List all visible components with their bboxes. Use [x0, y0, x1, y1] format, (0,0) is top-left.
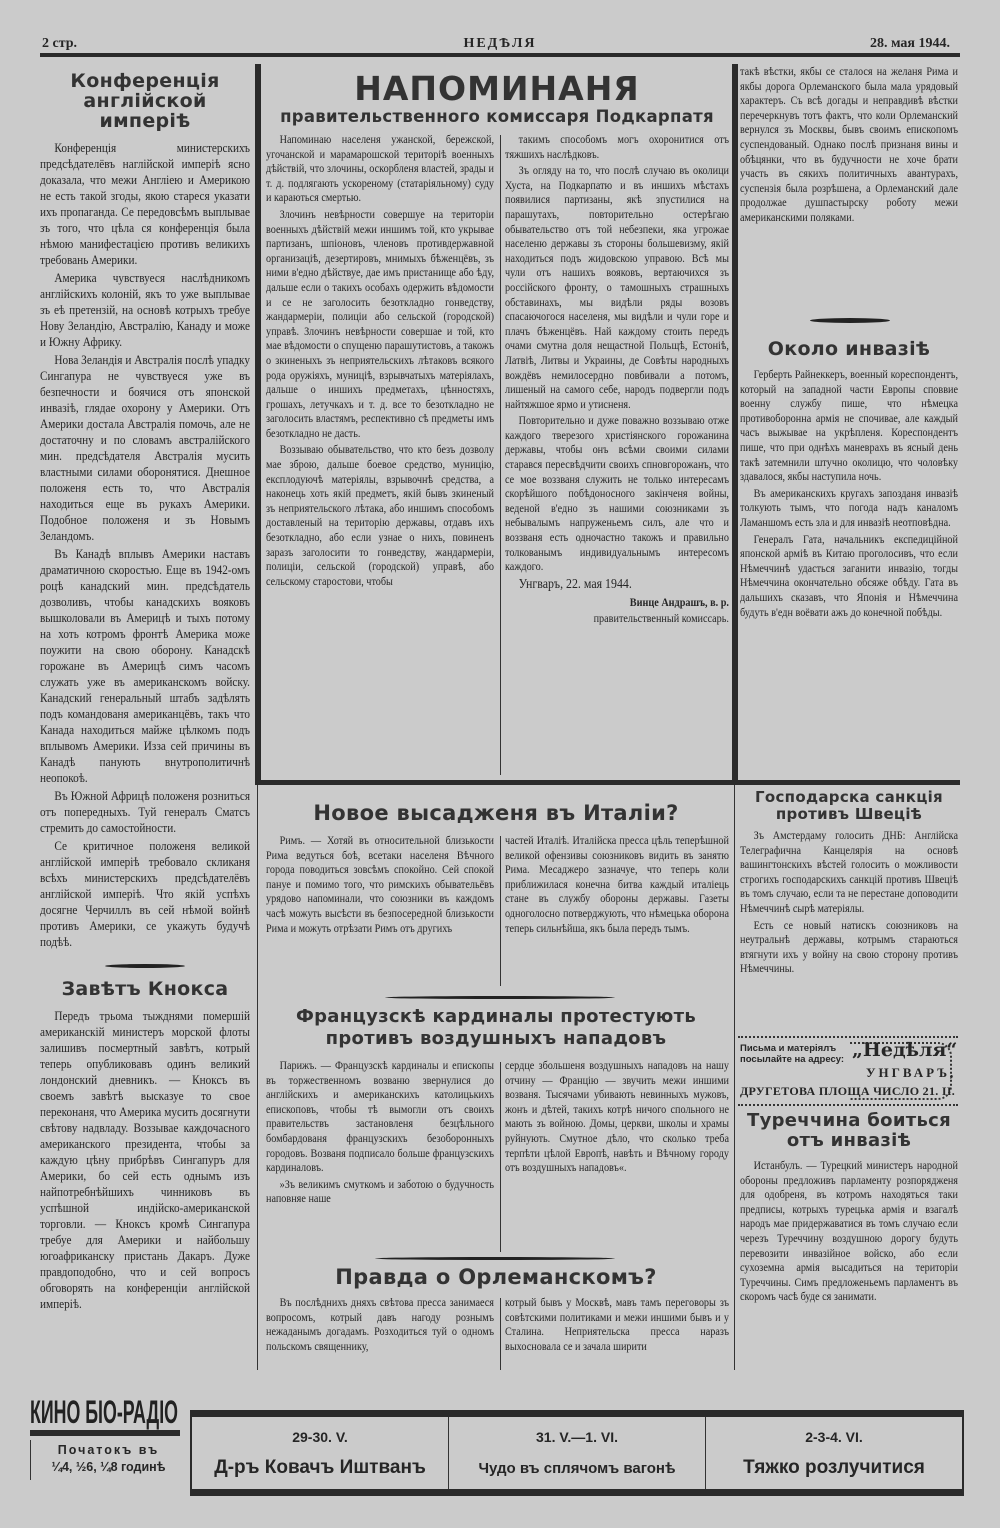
show-cell — [448, 1417, 705, 1489]
article-body — [740, 828, 958, 978]
article-title-line1: Господарска санкція — [755, 788, 943, 806]
show-date: 31. V.—1. VI. — [536, 1429, 618, 1445]
show-film: Тяжко розлучитися — [743, 1457, 925, 1478]
show-cell — [192, 1417, 448, 1489]
box-border-left — [255, 64, 261, 782]
paragraph: Передъ трьома тыжднями помершій американскій министеръ морской флоты залишивъ посмертный завѣтъ, котрый теперь опубликовавъ одинъ великий лондонский дневникъ. — Кноксъ въ своемъ завѣтѣ высказуе то свое переконаня, что Америка мусить досягнути свѣтову надвладу. Воззывае каждочасного американского президента, чтобы за каждую цѣну прибрѣвъ Сингапуръ для Америки, бо сей есть однымъ изъ найпотребнѣйшихъ чинниковъ въ успѣшной индійско-американской торговли. — Кноксъ кромѣ Сингапура требуе для Америки и найбольшу югоафриканску пристань Дакаръ. Дуже правдоподобно, что и сей вопросъ обговорять на конференціи англійской имперіѣ. — [40, 1008, 250, 1311]
page-number: 2 стр. — [42, 36, 78, 51]
paragraph: Се критичное положеня великой англійской имперіѣ требовало скликаня всѣхъ министерскихъ предсѣдателёвъ англійской имперіѣ. Что якій успѣхъ досягне Черчиллъ въ сей нѣмой войнѣ противъ Америки, се укажуть будучѣ подѣѣ. — [40, 838, 250, 949]
show-date: 2-3-4. VI. — [805, 1429, 863, 1445]
paragraph: Воззываю обывательство, что кто безъ дозволу мае зброю, дальше боевое средство, муницію, експлодуючѣ матеріялы, взрывочнѣ средства, а наконець хоть якій предметъ, якій бывъ зкиненый зъ неприятельского лѣтака, або иншимъ способомъ доставленый на територію державы, отдавъ ихъ безоткладно, або если узнае о нихъ, повиненъ заразъ заголосити то гонведству, жандармеріи, полиціи, сельской (городской) управѣ, або сельскому старостови, чтобы — [266, 442, 494, 588]
paragraph: Истанбулъ. — Турецкий министеръ народной обороны предложивъ парламенту розпорядженя для одобреня, въ котромъ находяться таки предписы, котрыхъ турецька армія и взагалѣ народъ мае придержаватися въ томъ случаю если черезъ Туреччину воздушною дорогу будуть перевозити инвазійное войско, або если сухоземна армія высадиться на територіи Туреччины. Симъ предложеньемъ парламентъ въ скоромъ часѣ буде ся занимати. — [740, 1158, 958, 1304]
cinema-start-times — [30, 1440, 186, 1480]
box-border-right — [732, 64, 738, 782]
section-border-right — [734, 785, 735, 1370]
start-times: ¼4, ½6, ¼8 годинѣ — [51, 1460, 166, 1474]
article-body — [40, 1008, 250, 1314]
paragraph: сердце збольшеня воздушныхъ нападовъ на нашу отчину — Францію — звучить межи иншими возваня. Тысячами убивають невинныхъ мужовъ, жонъ и дѣтей, такихъ котрѣ ничого спольного не мають зъ войною. Домы, церкви, школы и храмы руйнують. Смутное дѣло, что сколько треба терпѣти цѣлой Европѣ, навѣть и Вѣчному городу отъ воздушныхъ нападовъ«. — [505, 1058, 729, 1175]
article-title: Конференція англійской имперіѣ — [70, 70, 220, 132]
article-body — [266, 132, 494, 590]
show-film: Д-ръ Ковачъ Иштванъ — [214, 1457, 426, 1478]
article-title: Новое высадженя въ Италіи? — [313, 801, 679, 825]
ad-text — [740, 1043, 848, 1065]
article-body — [40, 140, 250, 952]
paragraph: Зъ огляду на то, что послѣ случаю въ околици Хуста, на Подкарпатю и въ иншихъ мѣстахъ появилися партизаны, якѣ зпустилися на парашутахъ, повторительно остерѣгаю обывательство отъ той небезпеки, яка угрожае населеню державы зъ стороны большевизму, якій находиться подъ жидовскою управою. Всѣ мы чули отъ нашихъ вояковъ, вертаючихся зъ россійского фронту, о тамошныхъ страшныхъ обставинахъ, мы видѣли ряды возовъ спасаючогося населеня, мы видѣли и чули горе и плачъ бѣженцёвъ. Най каждому стоить передъ очами смутна доля нещастной Польщѣ, Естоніѣ, Латвіѣ, Литвы и Украины, де Совѣты народныхъ вождёвъ немилосердно повбивали а потомъ, лишеный на самого себе, народъ подвергли подъ найтяжшое ярмо и утисненя. — [505, 163, 729, 411]
paragraph: такѣ вѣстки, якбы се сталося на желаня Рима и якбы дорога Орлеманского была мала урядовый характеръ. Съ всѣ догады и неправдивѣ вѣстки перечеркнувъ тотъ фактъ, что коли Орлеманский вернулся зъ Москвы, бывъ своимъ епископомъ суспендованый. Однако послѣ признаня вины и обѣцянки, что въ будучности не хоче брати участь въ сякихъ политичныхъ авантурахъ, суспензія была розрѣшена, а Орлеманский дале продолжае душпастырску роботу межи американскими поляками. — [740, 64, 958, 224]
article-title-line2: противъ воздушныхъ нападовъ — [325, 1028, 667, 1049]
article-title-line1: Туреччина боиться — [747, 1110, 951, 1131]
article-title: Правда о Орлеманскомъ? — [335, 1265, 657, 1289]
article-body — [505, 833, 729, 937]
divider — [810, 318, 890, 323]
ad-street: ДРУГЕТОВА ПЛОЩА ЧИСЛО 21. II. — [740, 1084, 956, 1098]
divider — [375, 1257, 615, 1260]
article-title: Около инвазіѣ — [767, 338, 931, 360]
article-body — [266, 833, 494, 937]
show-cell — [705, 1417, 962, 1489]
divider — [385, 996, 615, 999]
paragraph: Конференція министерскихъ предсѣдателёвъ наглійской имперіѣ ясно доказала, что межи Англіею и Америкою не есть такой згоды, якою стареся указати ихъ пропаганда. Се передовсѣмъ выплывае зъ того, что цѣла ся конференція была нѣмою манифестацією противъ великихъ требовань Америки. — [40, 140, 250, 267]
cinema-schedule — [190, 1410, 964, 1496]
column-rule — [500, 836, 501, 986]
paragraph: такимъ способомъ могъ охоронитися отъ тяжшихъ наслѣдковъ. — [505, 132, 729, 161]
paragraph: Повторительно и дуже поважно воззываю отже каждого тверезого христіянского горожанина державы, чтобы онъ всѣми своими силами старався пересвѣдчити своихъ спновгорожанъ, что се мое воззваня служить не только интересамъ скорѣйшого побѣдоносного закінченя войны, веденой в'едно зъ нашими союзниками зъ небывалымъ напруженьемъ силъ, але что и воззваня есть одночастно такожъ и правильно толкованымъ индивидуальнымъ интересомъ каждого. — [505, 413, 729, 574]
paragraph: »Зъ великимъ смуткомъ и заботою о будучность наповняе наше — [266, 1176, 494, 1206]
left-column — [40, 72, 250, 1314]
start-label: Початокъ въ — [57, 1443, 160, 1457]
signature: Винце Андрашъ, в. р. — [629, 594, 729, 609]
column-rule — [500, 1298, 501, 1370]
article-title-line2: противъ Швецiѣ — [775, 805, 923, 823]
article-title: Завѣтъ Кнокса — [61, 977, 229, 1000]
paragraph: Герберть Райнеккеръ, военный кореспондентъ, который на западной части Европы споввие военну службу пише, что нѣмецка противоборонна армія не спочивае, але каждый часъ выжывае на укрѣпленя. Кореспондентъ пише, что при однѣхъ маневрахъ въ ясный день такѣ затемнили штучно околицю, что чоловѣку здавалося, якбы наступила ночь. — [740, 367, 958, 484]
paragraph: Въ Южной Африцѣ положеня розниться отъ попередныхъ. Туй генералъ Сматсъ стремить до самостойности. — [40, 788, 250, 835]
paragraph: котрый бывъ у Москвѣ, мавъ тамъ переговоры зъ совѣтскими политиками и межи иншими бывъ и у Сталина. Неприятельска пресса наразъ выхосновала се и зачала ширити — [505, 1295, 729, 1353]
paragraph: Въ Канадѣ вплывъ Америки наставъ драматичною скоростью. Еще въ 1942-омъ роцѣ канадский мин. предсѣдатель дозволивъ, чтобы канадскихъ вояковъ вышколовали въ Америцѣ и тыхъ потому на хоть котромъ фронтѣ Америка може поужити на свою оборону. Канадскѣ горожане въ Америцѣ симъ часомъ служать уже въ американскомъ войску. Канадский генеральный штабъ задѣлять подъ командованя американцёвъ, такъ что Канада находиться майже цѣлкомъ подъ вплывомъ Америки. Изза сей причины въ Канадѣ панують внутрополитичнѣ неопокоѣ. — [40, 546, 250, 785]
cinema-name: КИНО БІО-РАДІО — [30, 1394, 178, 1430]
article-body — [266, 1058, 494, 1208]
header-rule — [40, 53, 960, 57]
paper-name: „Недѣля“ — [852, 1039, 958, 1061]
article-body — [505, 1058, 729, 1177]
article-body — [505, 1295, 729, 1355]
article-body — [740, 1158, 958, 1306]
paragraph: Злочинъ невѣрности совершуе на територіи военныхъ дѣйствій межи иншимъ той, кто укрывае партизанъ, шпіоновъ, членовъ противдержавной организаціѣ, дезертировъ, мнимыхъ бѣженцёвъ, зъ ними в'едно дѣйствуе, дае имъ пристанище або ѣду, дальше если о такихъ особахъ одержить вѣдомости и се не заголосить безоткладно гонведству, жандармеріи, полиціи або сельской (городской) управѣ. Злочинъ невѣрности совершае и той, кто мае вѣдомости о спущеню парашутистовъ, а такожъ о зкиненыхъ зъ неприятельскихъ лѣтаковъ всякого рода оружіяхъ, муниціѣ, взрывчатыхъ матеріялахъ, дальше о иншихъ предметахъ, цѣнностяхъ, грошахъ, летучкахъ и т. д. все то безоткладно не заголосить властямъ, респективно сѣ предметы имъ безоткладно не дасть. — [266, 206, 494, 440]
proclamation-subtitle: правительственного комиссаря Подкарпатя — [280, 107, 714, 126]
paragraph: Въ американскихъ кругахъ запозданя инвазіѣ толкують тымъ, что погода надъ каналомъ Ламаншомъ есть зла и для инвазіѣ неотповѣдна. — [740, 485, 958, 529]
paragraph: Америка чувствуеся наслѣдникомъ англійскихъ колоній, якъ то уже выплывае зъ еѣ претензій, на основѣ котрыхъ требуе Нову Зеландію, Австралію, Канаду и може и Южну Африку. — [40, 270, 250, 349]
paragraph: Парижъ. — Французскѣ кардиналы и епископы въ торжественномъ возваню звернулися до англійскихъ и американскихъ католицькихъ епископовъ, чтобы тѣ вымогли отъ своихъ правительствъ застановленя безцѣльного бомбардованя французскихъ безоборонныхъ городовъ. Возваня подписало больше французскихъ кардиналовъ. — [266, 1058, 494, 1175]
column-rule — [500, 135, 501, 775]
paragraph: Въ послѣднихъ дняхъ свѣтова пресса занимаеся вопросомъ, котрый давъ нагоду рознымъ нежаданымъ догадамъ. Розходиться туй о одномъ польскомъ священнику, — [266, 1295, 494, 1353]
article-title-line1: Французскѣ кардиналы протестують — [295, 1006, 697, 1027]
cinema-logo — [30, 1392, 180, 1428]
ad-line: посылайте на адресу: — [740, 1054, 845, 1065]
paragraph: Есть се новый натискъ союзниковъ на неутральнѣ державы, котрымъ стараються втягнути ихъ у войну на свою сторону противъ Нѣмеччины. — [740, 917, 958, 976]
article-title-line2: отъ инвазіѣ — [786, 1130, 912, 1151]
issue-date: 28. мая 1944. — [869, 36, 950, 51]
article-body — [505, 132, 729, 628]
signature-role: правительственный комиссарь. — [593, 611, 729, 626]
paragraph: Генералъ Гата, начальникъ експедиційной японской арміѣ въ Китаю проголосивъ, что если Нѣмеччинѣ удасться заганити инвазію, тогды Нѣмеччина окончательно обсяже обѣду. Гата въ дальшихъ сказавъ, что Японія и Нѣмеччина будуть в'едн воёвати ажъ до конечной побѣды. — [740, 531, 958, 619]
proclamation-title: НАПОМИНАНЯ — [354, 69, 640, 108]
column-rule — [500, 1062, 501, 1252]
address-advertisement — [738, 1036, 958, 1106]
paragraph: частей Италіѣ. Италійска пресса цѣль теперѣшной великой офензивы союзниковъ видить въ занятю Рима. Месаджеро зазначуе, что теперь коли приближилася конечна битва каждый италіець стане въ службу обороны державы. Газеты одноголосно потверджують, что нѣмецька оборона теперь сильнѣйша, якъ была передъ тымъ. — [505, 833, 729, 935]
article-body — [740, 367, 958, 621]
paragraph: Римъ. — Хотяй въ относительной близькости Рима ведуться боѣ, всетаки населеня Вѣчного города поводиться зовсѣмъ спокойно. Сей спокой пануе и помимо того, что римскихъ обывательёвъ урядово напоминали, что союзники въ каждомъ часѣ можуть высѣсти въ безпосередной близькости Рима и можуть отрѣзати Римъ отъ другихъ — [266, 833, 494, 935]
ad-line: Письма и матеріялъ — [740, 1043, 837, 1054]
ad-city: УНГВАРЪ, — [866, 1065, 957, 1080]
cinema-rule — [30, 1430, 180, 1436]
article-body — [266, 1295, 494, 1355]
show-film: Чудо въ сплячомъ вагонѣ — [478, 1460, 676, 1477]
article-body — [740, 64, 958, 227]
masthead: НЕДѢЛЯ — [463, 36, 537, 51]
paragraph: Зъ Амстердаму голосить ДНБ: Англійска Телеграфична Канцелярія на основѣ вашингтонскихъ вѣстей голосить о можливости строгихъ господарскихъ санкцій противъ Швецiѣ въ томъ случаю, если та не перестане доповодити Нѣмеччинѣ сырѣ матеріялы. — [740, 828, 958, 915]
paragraph: Напоминаю населеня ужанской, бережской, угочанской и марамарошской територіѣ военныхъ дѣйствій, что злочины, оскорбленя властей, зрады и т. д. подлягають ускореному (статаріяльному) суду и караються смертью. — [266, 132, 494, 205]
divider — [105, 964, 185, 968]
place-date: Унгваръ, 22. мая 1944. — [518, 576, 632, 592]
box-border-bottom — [255, 780, 960, 785]
paragraph: Нова Зеландія и Австралія послѣ упадку Сингапура не чувствуеся уже въ безпечности и боячися отъ японской инвазіѣ, глядае охорону у Америки. Отъ Америки достала Австралія помочь, але не достаточну и по словамъ австралійского мин. предсѣдателя Австралія мусить властными силами оборонятися. Днешное положеня есть то, что Австралія находиться еще въ рукахъ Америки. Подобное положеня и зъ Новымъ Зеландомъ. — [40, 352, 250, 543]
show-date: 29-30. V. — [292, 1429, 348, 1445]
